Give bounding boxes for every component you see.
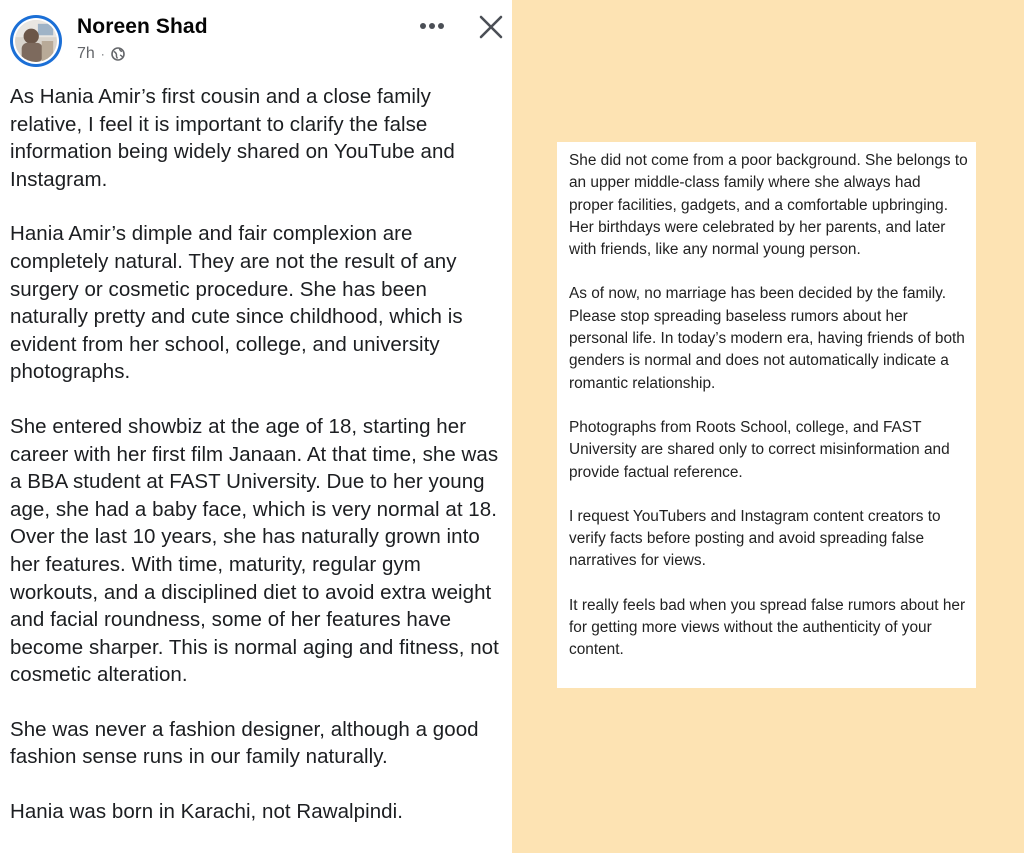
statement-paragraph-5: It really feels bad when you spread false rumors about her for getting more views without the authenticity of your content. — [569, 596, 966, 659]
post-body — [10, 83, 506, 853]
post-meta — [77, 45, 125, 63]
more-options-icon — [419, 22, 445, 30]
avatar-photo — [13, 18, 59, 64]
post-paragraph-1: As Hania Amir’s first cousin and a close family relative, I feel it is important to clarify the false information being widely shared on YouTube and Instagram. — [10, 85, 455, 191]
statement-paragraph-4: I request YouTubers and Instagram content creators to verify facts before posting and avoid spreading false narratives for views. — [569, 507, 941, 570]
post-paragraph-5: Hania was born in Karachi, not Rawalpindi. — [10, 800, 403, 824]
post-paragraph-4: She was never a fashion designer, although a good fashion sense runs in our family naturally. — [10, 717, 479, 769]
globe-icon[interactable] — [111, 47, 125, 61]
statement-card — [557, 142, 976, 688]
post-time[interactable]: 7h — [77, 45, 95, 62]
author-name[interactable]: Noreen Shad — [77, 15, 208, 38]
more-options-button[interactable] — [412, 10, 452, 42]
statement-paragraph-3: Photographs from Roots School, college, and FAST University are shared only to correct misinformation and provide factual reference. — [569, 418, 950, 481]
statement-paragraph-1: She did not come from a poor background. She belongs to an upper middle-class family where she always had proper facilities, gadgets, and a comfortable upbringing. Her birthdays were celebrated by her parents, and later with friends, like any normal young person. — [569, 152, 968, 259]
post-paragraph-2: Hania Amir’s dimple and fair complexion are completely natural. They are not the result of any surgery or cosmetic procedure. She has been naturally pretty and cute since childhood, which is evident from her school, college, and university photographs. — [10, 222, 463, 384]
statement-paragraph-2: As of now, no marriage has been decided by the family. Please stop spreading baseless rumors about her personal life. In today’s modern era, having friends of both genders is normal and does not automatically indicate a romantic relationship. — [569, 285, 965, 392]
avatar[interactable] — [10, 15, 62, 67]
meta-separator: · — [100, 47, 105, 61]
close-button[interactable] — [472, 8, 510, 46]
close-icon — [479, 15, 503, 39]
post-paragraph-3: She entered showbiz at the age of 18, starting her career with her first film Janaan. At that time, she was a BBA student at FAST University. Due to her young age, she had a baby face, which is very normal at 18. Over the last 10 years, she has naturally grown into her features. With time, maturity, regular gym workouts, and a disciplined diet to avoid extra weight and facial roundness, some of her features have become sharper. This is normal aging and fitness, not cosmetic alteration. — [10, 414, 499, 687]
profile-photo-icon — [15, 20, 57, 62]
